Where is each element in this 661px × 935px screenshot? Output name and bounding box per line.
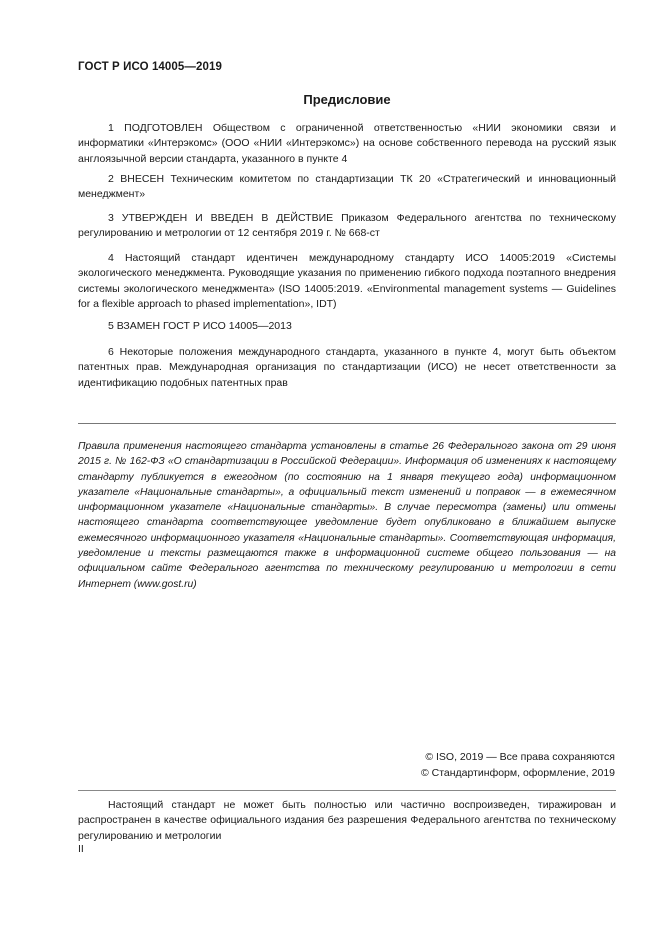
document-header: ГОСТ Р ИСО 14005—2019 bbox=[78, 61, 223, 73]
copyright-standartinform: © Стандартинформ, оформление, 2019 bbox=[420, 767, 615, 779]
foreword-item-3-text: 3 УТВЕРЖДЕН И ВВЕДЕН В ДЕЙСТВИЕ Приказом Федерального агентства по техническому регулированию и метрологии от 12 сентября 2019 г. № 668-ст bbox=[78, 212, 616, 240]
copyright-iso: © ISO, 2019 — Все права сохраняются bbox=[425, 751, 615, 763]
reproduction-notice bbox=[78, 798, 616, 844]
foreword-item-6 bbox=[78, 345, 616, 391]
foreword-item-4 bbox=[78, 251, 616, 313]
page-number: II bbox=[78, 843, 84, 855]
foreword-item-5 bbox=[78, 319, 616, 334]
foreword-item-4-text: 4 Настоящий стандарт идентичен международному стандарту ИСО 14005:2019 «Системы экологического менеджмента. Руководящие указания по применению гибкого подхода поэтапного внедрения системы экологического менеджмента» (ISO 14005:2019. «Environmental management systems — Guidelines for a flexible approach to phased implementation», IDT) bbox=[78, 252, 616, 311]
foreword-item-3 bbox=[78, 211, 616, 242]
footer-divider bbox=[78, 790, 616, 791]
section-divider bbox=[78, 423, 616, 424]
foreword-item-5-text: 5 ВЗАМЕН ГОСТ Р ИСО 14005—2013 bbox=[108, 320, 292, 332]
foreword-item-1 bbox=[78, 121, 616, 167]
foreword-item-1-text: 1 ПОДГОТОВЛЕН Обществом с ограниченной ответственностью «НИИ экономики связи и информатики «Интерэкомс» (ООО «НИИ «Интерэкомс») на основе собственного перевода на русский язык англоязычной версии стандарта, указанного в пункте 4 bbox=[78, 122, 616, 165]
foreword-item-6-text: 6 Некоторые положения международного стандарта, указанного в пункте 4, могут быть объектом патентных прав. Международная организация по стандартизации (ИСО) не несет ответственности за идентификацию подобных патентных прав bbox=[78, 346, 616, 389]
foreword-item-2 bbox=[78, 172, 616, 203]
standard-usage-note-text: Правила применения настоящего стандарта установлены в статье 26 Федерального закона от 29 июня 2015 г. № 162-ФЗ «О стандартизации в Российской Федерации». Информация об изменениях к настоящему стандарту публикуется в ежегодном (по состоянию на 1 января текущего года) информационном указателе «Национальные стандарты», а официальный текст изменений и поправок — в ежемесячном информационном указателе «Национальные стандарты». В случае пересмотра (замены) или отмены настоящего стандарта соответствующее уведомление будет опубликовано в ближайшем выпуске ежемесячного информационного указателя «Национальные стандарты». Соответствующая информация, уведомление и тексты размещаются также в информационной системе общего пользования — на официальном сайте Федерального агентства по техническому регулированию и метрологии в сети Интернет (www.gost.ru) bbox=[78, 441, 616, 590]
foreword-item-2-text: 2 ВНЕСЕН Техническим комитетом по стандартизации ТК 20 «Стратегический и инновационный менеджмент» bbox=[78, 173, 616, 201]
standard-usage-note bbox=[78, 439, 616, 592]
reproduction-notice-text: Настоящий стандарт не может быть полностью или частично воспроизведен, тиражирован и распространен в качестве официального издания без разрешения Федерального агентства по техническому регулированию и метрологии bbox=[78, 799, 616, 842]
page-title: Предисловие bbox=[303, 92, 391, 107]
